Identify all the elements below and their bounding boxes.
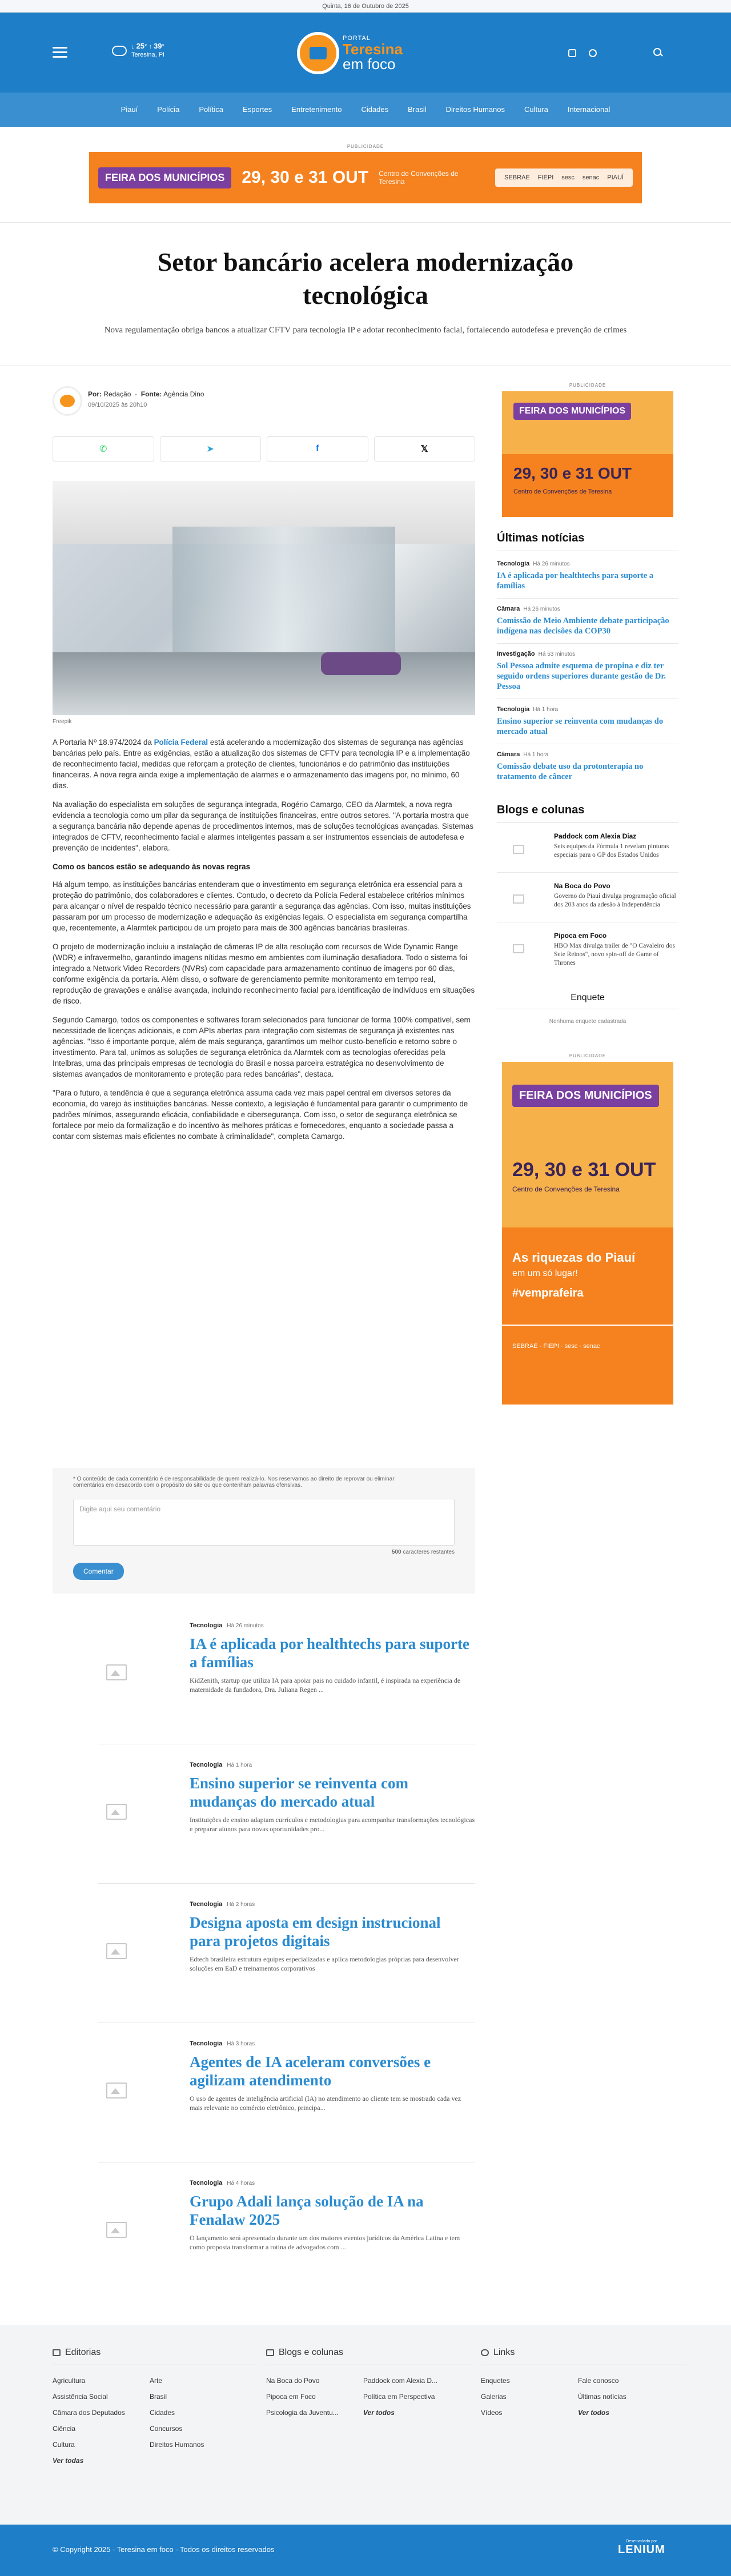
blog-name[interactable]: Paddock com Alexia Diaz (554, 832, 637, 840)
footer-editorias (53, 2348, 258, 2465)
footer-link[interactable]: Arte (150, 2377, 163, 2385)
dev-label: Desenvolvido por (626, 2539, 657, 2543)
footer-link[interactable]: Concursos (150, 2425, 183, 2433)
news-title[interactable]: IA é aplicada por healthtechs para suporte a famílias (497, 571, 654, 591)
ad-subline: em um só lugar! (512, 1269, 578, 1278)
footer-links (481, 2348, 686, 2417)
ad-label: PUBLICIDADE (347, 144, 384, 149)
news-category: Câmara (497, 751, 520, 758)
char-count-label: caracteres restantes (403, 1549, 455, 1555)
section-heading: Como os bancos estão se adequando às novas regras (53, 862, 251, 871)
footer-link[interactable]: Brasil (150, 2393, 167, 2401)
footer-link[interactable]: Agricultura (53, 2377, 86, 2385)
related-item[interactable] (98, 1884, 475, 2023)
footer-col-title: Blogs e colunas (279, 2348, 343, 2357)
instagram-icon[interactable] (568, 49, 576, 57)
sidebar (497, 383, 678, 1405)
related-summary: KidZenith, startup que utiliza IA para apoiar pais no cuidado infantil, é inspirada na experiência de maternidade da fundadora, Dra. Juliana Regen ... (190, 1676, 461, 1694)
image-placeholder-icon (98, 1796, 132, 1824)
site-footer (0, 2325, 731, 2525)
top-ad-banner[interactable] (89, 152, 642, 203)
nav-item[interactable]: Esportes (242, 105, 272, 114)
related-title[interactable]: Grupo Adali lança solução de IA na Fenalaw 2025 (190, 2193, 424, 2228)
facebook-share-button[interactable] (267, 436, 368, 462)
whatsapp-share-button[interactable] (53, 436, 154, 462)
related-title[interactable]: Designa aposta em design instrucional para projetos digitais (190, 1914, 441, 1949)
search-icon[interactable] (652, 47, 664, 58)
sponsor: SEBRAE (504, 174, 530, 181)
logo-icon (297, 32, 339, 74)
footer-link[interactable]: Fale conosco (578, 2377, 619, 2385)
publish-date: 09/10/2025 às 20h10 (88, 402, 147, 408)
logo-line2: Teresina (343, 40, 403, 58)
weather-city: Teresina, PI (131, 51, 165, 58)
footer-link[interactable]: Câmara dos Deputados (53, 2409, 125, 2417)
image-caption: Freepik (53, 719, 72, 725)
comment-input[interactable]: Digite aqui seu comentário (73, 1499, 455, 1546)
related-item[interactable] (98, 2023, 475, 2162)
related-time: Há 3 horas (227, 2041, 255, 2047)
news-title[interactable]: Comissão debate uso da protonterapia no tratamento de câncer (497, 762, 644, 781)
related-category: Tecnologia (190, 2040, 223, 2047)
ad-label: PUBLICIDADE (569, 1053, 607, 1058)
latest-news-item[interactable] (497, 605, 678, 644)
poll-section (497, 993, 678, 1025)
link-icon (481, 2349, 489, 2356)
facebook-icon: f (316, 444, 319, 454)
related-item[interactable] (98, 1605, 475, 1744)
sponsor: PIAUÍ (607, 174, 624, 181)
temp-max: 39 (154, 42, 162, 50)
footer-link[interactable]: Pipoca em Foco (266, 2393, 316, 2401)
related-item[interactable] (98, 2162, 475, 2302)
paragraph: Na avaliação do especialista em soluções de segurança integrada, Rogério Camargo, CEO da Alarmtek, a nova regra evidencia a tecnologia como um pilar da segurança de instituições financeiras, entre outros setores. "A portaria mostra que a segurança bancária não depende apenas de procedimentos internos, mas de soluções tecnológicas avançadas. Sistemas integrados de CFTV, reconhecimento facial e alarmes inteligentes passam a ser instrumentos essenciais de autodefesa e prevenção de incidentes", elabora. (53, 800, 473, 852)
nav-item[interactable]: Cidades (361, 105, 389, 114)
news-title[interactable]: Comissão de Meio Ambiente debate participação indígena nas decisões da COP30 (497, 616, 669, 636)
ad-dates: 29, 30 e 31 OUT (242, 168, 369, 187)
comment-disclaimer-2: comentários em desacordo com o propósito do site ou que contenham palavras ofensivas. (73, 1482, 302, 1488)
current-date: Quinta, 16 de Outubro de 2025 (322, 3, 409, 10)
related-list (98, 1605, 475, 2302)
comment-button[interactable]: Comentar (73, 1563, 124, 1580)
sidebar-ad[interactable] (502, 391, 673, 517)
see-all-link[interactable]: Ver todas (53, 2457, 84, 2465)
nav-item[interactable]: Brasil (408, 105, 427, 114)
article-title: Setor bancário acelera modernização tecnológica (157, 247, 574, 310)
footer-link[interactable]: Cultura (53, 2441, 75, 2449)
blog-desc: Seis equipes da Fórmula 1 revelam pinturas especiais para o GP dos Estados Unidos (554, 843, 669, 858)
nav-item[interactable]: Cultura (524, 105, 548, 114)
latest-news-item[interactable] (497, 751, 678, 789)
news-title[interactable]: Sol Pessoa admite esquema de propina e diz ter seguido ordens superiores durante gestão de Dr. Pessoa (497, 661, 666, 691)
telegram-share-button[interactable] (160, 436, 262, 462)
newspaper-icon (53, 2349, 61, 2356)
blog-desc: Governo do Piauí divulga programação oficial dos 203 anos da adesão à Independência (554, 893, 676, 908)
latest-news-item[interactable] (497, 560, 678, 599)
sponsor: senac (582, 174, 600, 181)
footer-link[interactable]: Assistência Social (53, 2393, 108, 2401)
temp-min: 25 (136, 42, 145, 50)
avatar (53, 386, 82, 416)
poll-empty: Nenhuma enquete cadastrada (549, 1018, 626, 1025)
blog-item[interactable] (497, 832, 678, 873)
author-name: Redação (103, 390, 131, 398)
image-placeholder-icon (497, 932, 543, 964)
sidebar-ad-tall[interactable] (502, 1062, 673, 1405)
news-category: Investigação (497, 651, 535, 657)
cloud-icon (112, 46, 127, 56)
related-category: Tecnologia (190, 1762, 223, 1768)
nav-item[interactable]: Piauí (121, 105, 138, 114)
dev-name: LENIUM (618, 2543, 665, 2556)
latest-news-title: Últimas notícias (497, 532, 678, 551)
news-category: Câmara (497, 605, 520, 612)
paragraph: A Portaria Nº 18.974/2024 da Polícia Federal está acelerando a modernização dos sistemas de segurança nas agências bancárias pelo país. Entre as exigências, estão a atualização dos sistemas de CFTV para tecnologia IP e a implementação de reconhecimento facial, medidas que reforçam a proteção de clientes, funcionários e do patrimônio das instituições financeiras. A nova regra ainda exige a implementação de alarmes e o armazenamento das imagens por, no mínimo, 60 dias. (53, 738, 470, 790)
image-placeholder-icon (98, 2214, 132, 2242)
whatsapp-icon[interactable] (589, 49, 597, 57)
ad-feira: FEIRA DOS MUNICÍPIOS (512, 1085, 659, 1107)
inline-link[interactable]: Polícia Federal (154, 738, 208, 747)
footer-link[interactable]: Galerias (481, 2393, 507, 2401)
ad-headline: As riquezas do Piauí (512, 1250, 636, 1265)
blog-item[interactable] (497, 932, 678, 976)
nav-item[interactable]: Direitos Humanos (445, 105, 505, 114)
logo-line1: PORTAL (343, 34, 371, 42)
nav-item[interactable]: Política (199, 105, 223, 114)
news-title[interactable]: Ensino superior se reinventa com mudanças do mercado atual (497, 717, 664, 736)
site-header (0, 13, 731, 93)
news-time: Há 53 minutos (538, 651, 576, 657)
related-item[interactable] (98, 1744, 475, 1884)
telegram-icon: ➤ (206, 444, 214, 454)
footer-blogs (266, 2348, 472, 2417)
char-count: 500 (391, 1549, 401, 1555)
ad-place: Centro de Convenções de Teresina (379, 170, 459, 186)
copyright-text: © Copyright 2025 - Teresina em foco - Todos os direitos reservados (53, 2545, 275, 2554)
related-time: Há 2 horas (227, 1901, 255, 1908)
source-name: Agência Dino (163, 390, 204, 398)
related-summary: O lançamento será apresentado durante um dos maiores eventos jurídicos da América Latina e tem como proposta transformar a rotina de advogados com ... (190, 2234, 460, 2251)
see-all-link[interactable]: Ver todos (363, 2409, 395, 2417)
comment-disclaimer: * O conteúdo de cada comentário é de responsabilidade de quem realizá-lo. Nos reservamos ao direito de reprovar ou eliminar (73, 1476, 395, 1482)
paragraph: Há algum tempo, as instituições bancárias entenderam que o investimento em segurança eletrônica era essencial para a proteção do patrimônio, dos colaboradores e clientes. Contudo, o decreto da Polícia Federal estabelece critérios mínimos para alcançar o nível de respaldo técnico necessário para garantir a segurança das agências. Com isso, muitas instituições passaram por um processo de modernização e adequação às exigências legais. O especialista em segurança compartilha que, recentemente, a Alarmtek participou de um projeto para mais de 300 agências bancárias brasileiras. (53, 880, 471, 932)
blog-name[interactable]: Pipoca em Foco (554, 932, 607, 940)
top-ad-section (0, 127, 731, 223)
related-summary: Edtech brasileira estrutura equipes especializadas e aplica metodologias próprias para desenvolver soluções em EaD e treinamentos corporativos (190, 1955, 459, 1972)
article-image (53, 481, 475, 715)
author-label: Por: (88, 390, 102, 398)
footer-link[interactable]: Enquetes (481, 2377, 510, 2385)
nav-item[interactable]: Entretenimento (291, 105, 342, 114)
pen-icon (266, 2349, 274, 2356)
footer-col-title: Editorias (65, 2348, 101, 2357)
image-placeholder-icon (98, 2075, 132, 2103)
top-date-bar (0, 0, 731, 13)
news-category: Tecnologia (497, 560, 530, 567)
footer-link[interactable]: Paddock com Alexia D... (363, 2377, 438, 2385)
related-title[interactable]: IA é aplicada por healthtechs para suporte a famílias (190, 1635, 470, 1671)
menu-icon[interactable] (53, 47, 67, 58)
related-title[interactable]: Ensino superior se reinventa com mudanças do mercado atual (190, 1775, 409, 1810)
image-placeholder-icon (98, 1935, 132, 1964)
nav-item[interactable]: Polícia (157, 105, 180, 114)
main-nav (0, 93, 731, 127)
blogs-title: Blogs e colunas (497, 804, 678, 823)
ad-sponsors: SEBRAE · FIEPI · sesc · senac (512, 1343, 600, 1350)
news-time: Há 26 minutos (533, 561, 570, 567)
image-placeholder-icon (98, 1656, 132, 1685)
related-time: Há 1 hora (227, 1762, 252, 1768)
related-summary: Instituições de ensino adaptam currículos e metodologias para acompanhar transformações tecnológicas e preparar alunos para novas oportunidades pro... (190, 1816, 475, 1833)
footer-link[interactable]: Ciência (53, 2425, 76, 2433)
nav-item[interactable]: Internacional (567, 105, 610, 114)
footer-link[interactable]: Vídeos (481, 2409, 503, 2417)
comments-section (53, 1468, 475, 1594)
developer-logo[interactable] (618, 2539, 665, 2557)
footer-link[interactable]: Política em Perspectiva (363, 2393, 435, 2401)
related-title[interactable]: Agentes de IA aceleram conversões e agilizam atendimento (190, 2053, 431, 2089)
footer-col-title: Links (493, 2348, 515, 2357)
footer-link[interactable]: Direitos Humanos (150, 2441, 204, 2449)
latest-news-item[interactable] (497, 706, 678, 744)
footer-link[interactable]: Últimas notícias (578, 2393, 626, 2401)
footer-link[interactable]: Psicologia da Juventu... (266, 2409, 339, 2417)
x-icon: 𝕏 (420, 444, 428, 454)
news-time: Há 1 hora (523, 752, 549, 758)
paragraph: Segundo Camargo, todos os componentes e softwares foram selecionados para funcionar de forma 100% compatível, sem necessidade de licenças adicionais, e com APIs abertas para integração com sistemas de segurança já existentes nas agências. "Isso é importante porque, além de mais segurança, garantimos um melhor custo-benefício e retorno sobre o investimento. Para tal, unimos as soluções de segurança eletrônica da Alarmtek com as tecnologias oferecidas pela Intelbras, uma das principais empresas de tecnologia do Brasil e nossa parceira estratégica no desenvolvimento de sistemas avançados de monitoramento e proteção para redes bancárias", destaca. (53, 1016, 471, 1078)
related-category: Tecnologia (190, 1901, 223, 1908)
author-block: Por: Redação - Fonte: Agência Dino 09/10/2025 às 20h10 (53, 386, 204, 416)
see-all-link[interactable]: Ver todos (578, 2409, 609, 2417)
news-time: Há 26 minutos (523, 606, 560, 612)
sponsor: FIEPI (537, 174, 554, 181)
news-category: Tecnologia (497, 706, 530, 713)
related-summary: O uso de agentes de inteligência artificial (IA) no atendimento ao cliente tem se mostrado cada vez mais relevante no comércio eletrônico, principa... (190, 2094, 461, 2112)
footer-link[interactable]: Cidades (150, 2409, 175, 2417)
latest-news-item[interactable] (497, 651, 678, 699)
share-bar (53, 436, 475, 462)
blog-desc: HBO Max divulga trailer de "O Cavaleiro dos Sete Reinos", novo spin-off de Game of Thrones (554, 942, 675, 966)
ad-dates: 29, 30 e 31 OUT (512, 1159, 656, 1181)
sponsor: sesc (561, 174, 575, 181)
x-share-button[interactable] (374, 436, 476, 462)
related-time: Há 4 horas (227, 2180, 255, 2186)
blog-name[interactable]: Na Boca do Povo (554, 882, 610, 890)
ad-place: Centro de Convenções de Teresina (512, 1185, 620, 1193)
image-placeholder-icon (497, 832, 543, 864)
related-category: Tecnologia (190, 1622, 223, 1629)
news-time: Há 1 hora (533, 707, 559, 713)
ad-hashtag: #vemprafeira (512, 1287, 584, 1299)
logo-line3: em foco (343, 55, 396, 73)
article-body (53, 737, 475, 1150)
ad-label: PUBLICIDADE (569, 383, 607, 388)
copyright-bar (0, 2525, 731, 2576)
paragraph: "Para o futuro, a tendência é que a segurança eletrônica assuma cada vez mais papel central em diversos setores da economia, do varejo às instituições bancárias. Nesse contexto, a legislação é fundamental para garantir o cumprimento de padrões mínimos, assegurando eficácia, confiabilidade e cibersegurança. Com isso, o setor de segurança eletrônica se fortalece por meio da formalização e do incentivo às melhores práticas e fornecedores, enquanto a sociedade passa a contar com sistemas mais eficientes no combate à criminalidade", completa Camargo. (53, 1089, 468, 1141)
whatsapp-icon: ✆ (99, 444, 107, 454)
ad-sponsors (495, 168, 633, 187)
source-label: Fonte: (140, 390, 162, 398)
site-logo[interactable] (297, 32, 403, 74)
poll-title: Enquete (497, 993, 678, 1009)
article-subtitle: Nova regulamentação obriga bancos a atualizar CFTV para tecnologia IP e adotar reconhecimento facial, fortalecendo autodefesa e prevenção de crimes (104, 326, 627, 335)
blog-item[interactable] (497, 882, 678, 922)
image-placeholder-icon (497, 882, 543, 914)
ad-dates: 29, 30 e 31 OUT (513, 464, 632, 482)
footer-link[interactable]: Na Boca do Povo (266, 2377, 320, 2385)
ad-feira: FEIRA DOS MUNICÍPIOS (513, 403, 631, 420)
ad-place: Centro de Convenções de Teresina (513, 488, 612, 495)
paragraph: O projeto de modernização incluiu a instalação de câmeras IP de alta resolução com recursos de Wide Dynamic Range (WDR) e infravermelho, garantindo imagens nítidas mesmo em ambientes com iluminação desafiadora. Todo o sistema foi integrado a Network Video Recorders (NVRs) com capacidade para armazenamento contínuo de imagens por 60 dias, conforme exigência da portaria. Além disso, o software de gerenciamento permite monitoramento em tempo real, reprodução de gravações e análise avançada, incluindo reconhecimento facial para identificação de indivíduos em situações de risco. (53, 942, 475, 1005)
related-category: Tecnologia (190, 2180, 223, 2186)
ad-feira: FEIRA DOS MUNICÍPIOS (98, 167, 231, 188)
weather-widget: ↓ 25° ↑ 39° Teresina, PI (112, 42, 164, 59)
related-time: Há 26 minutos (227, 1623, 264, 1629)
